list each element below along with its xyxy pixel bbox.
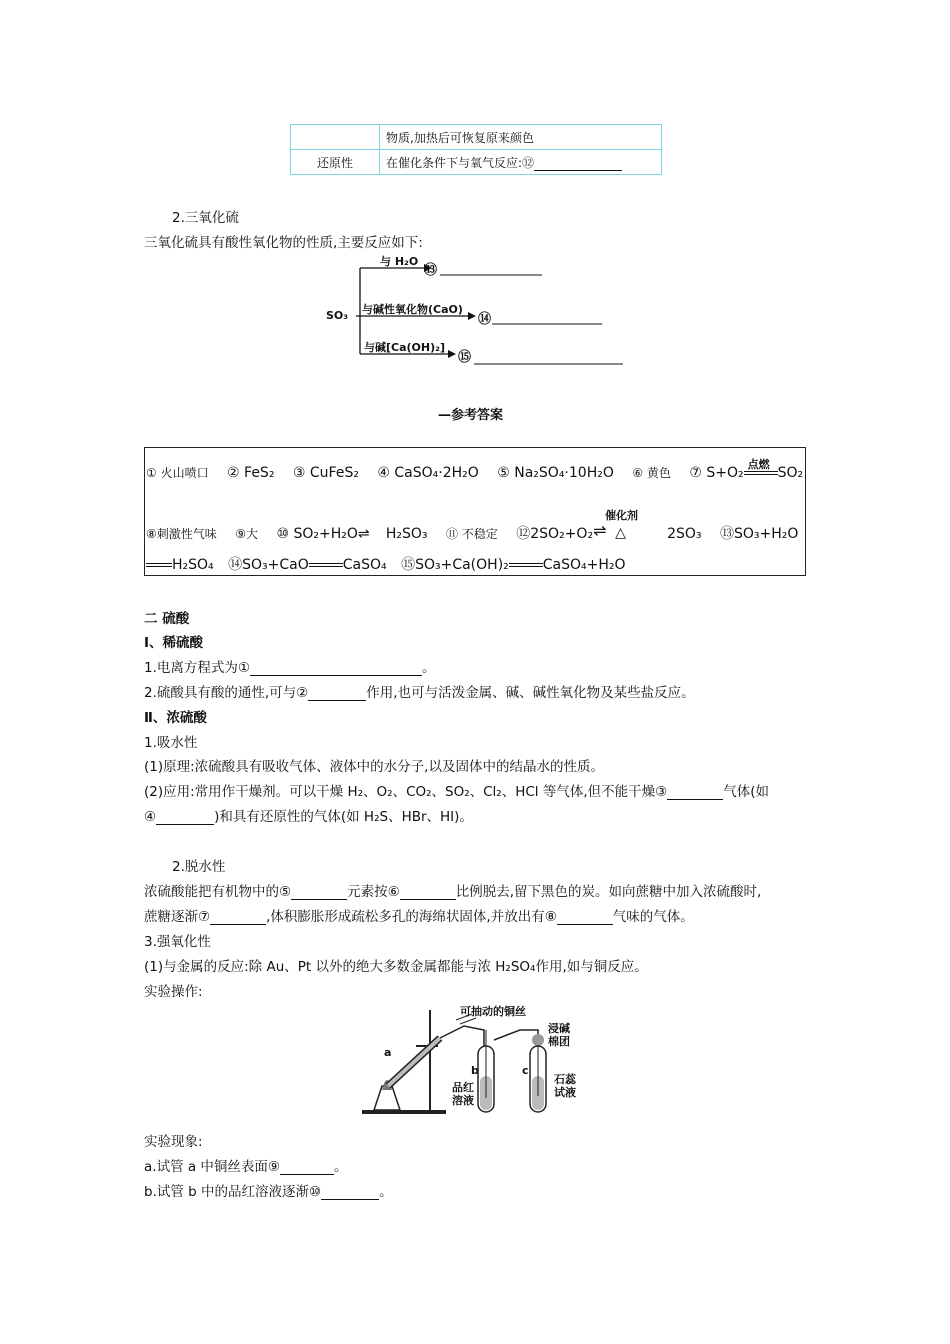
table-row bbox=[291, 125, 662, 150]
reaction-condition: 点燃 bbox=[747, 458, 770, 471]
table-cell bbox=[380, 150, 662, 175]
absorb-principle: (1)原理:浓硫酸具有吸收气体、液体中的水分子,以及固体中的结晶水的性质。 bbox=[144, 759, 604, 775]
text: 气味的气体。 bbox=[612, 909, 694, 925]
equals-sign bbox=[309, 560, 343, 570]
branch-label-basic-oxide: 与碱性氧化物(CaO) bbox=[362, 303, 463, 316]
so3-center-label: SO₃ bbox=[326, 309, 349, 322]
branch-label-water: 与 H₂O bbox=[380, 255, 419, 268]
answer-12: ⑫2SO₂+O₂ bbox=[516, 526, 594, 542]
cell-text: 在催化条件下与氧气反应:⑫ bbox=[386, 155, 535, 170]
dehydrate-line-1 bbox=[144, 880, 761, 900]
answers-title-text: 参考答案 bbox=[451, 408, 504, 423]
text: 2.硫酸具有酸的通性,可与② bbox=[144, 685, 309, 701]
label-magenta: 溶液 bbox=[452, 1094, 474, 1107]
text: 蔗糖逐渐⑦ bbox=[144, 909, 211, 925]
table-cell bbox=[291, 125, 380, 150]
table-row bbox=[291, 150, 662, 175]
text: ④ bbox=[144, 809, 157, 825]
phenomenon-a bbox=[144, 1155, 348, 1175]
answer-15: ⑮SO₃+Ca(OH)₂ bbox=[401, 557, 509, 573]
answer-14: ⑭SO₃+CaO bbox=[228, 557, 309, 573]
label-cotton: 浸碱 bbox=[548, 1022, 570, 1035]
answer-blank[interactable] bbox=[291, 885, 347, 900]
text: 浓硫酸能把有机物中的⑤ bbox=[144, 884, 292, 900]
answer-blank[interactable] bbox=[557, 910, 613, 925]
answer-line-3 bbox=[146, 554, 626, 574]
answer-1: ① 火山喷口 bbox=[146, 466, 209, 480]
answer-10: ⑩ SO₂+H₂O bbox=[276, 526, 358, 542]
text: 作用,也可与活泼金属、碱、碱性氧化物及某些盐反应。 bbox=[366, 685, 695, 701]
text: 1.电离方程式为① bbox=[144, 660, 250, 676]
so3-heading: 2.三氧化硫 bbox=[172, 210, 239, 226]
property-table bbox=[290, 124, 662, 175]
answer-blank[interactable] bbox=[210, 910, 266, 925]
label-magenta: 品红 bbox=[452, 1081, 474, 1094]
absorb-application-cont bbox=[144, 805, 473, 825]
reversible-arrow: ⇌ bbox=[357, 526, 370, 542]
text: (2)应用:常用作干燥剂。可以干燥 H₂、O₂、CO₂、SO₂、Cl₂、HCl 等气体,但不能干燥③ bbox=[144, 784, 668, 800]
answer-line-1 bbox=[146, 458, 804, 481]
dehydrate-line-2 bbox=[144, 905, 694, 925]
answer-blank[interactable] bbox=[156, 810, 214, 825]
text: 气体(如 bbox=[723, 784, 770, 800]
blank-number-15: ⑮ bbox=[458, 350, 472, 365]
reaction-condition: △ bbox=[615, 525, 626, 541]
text: b.试管 b 中的品红溶液逐渐⑩ bbox=[144, 1184, 322, 1200]
heading-dehydrate: 2.脱水性 bbox=[172, 859, 226, 875]
label-tube-a: a bbox=[384, 1046, 392, 1059]
so3-intro: 三氧化硫具有酸性氧化物的性质,主要反应如下: bbox=[144, 235, 423, 251]
oxidize-metal: (1)与金属的反应:除 Au、Pt 以外的绝大多数金属都能与浓 H₂SO₄作用,如与铜反应。 bbox=[144, 959, 648, 975]
answer-blank[interactable] bbox=[250, 661, 422, 676]
equals-sign bbox=[509, 560, 543, 570]
text: 。 bbox=[421, 660, 436, 676]
subsection-concentrated: Ⅱ、浓硫酸 bbox=[144, 710, 207, 726]
text: ,体积膨胀形成疏松多孔的海绵状固体,并放出有⑧ bbox=[266, 909, 557, 925]
label-tube-c: c bbox=[522, 1064, 529, 1077]
equals-sign bbox=[744, 458, 778, 478]
answer-13-product: H₂SO₄ bbox=[172, 557, 214, 573]
answer-12-product: 2SO₃ bbox=[667, 526, 702, 542]
text: 比例脱去,留下黑色的炭。如向蔗糖中加入浓硫酸时, bbox=[455, 884, 762, 900]
absorb-application bbox=[144, 780, 769, 800]
title-dash: — bbox=[438, 408, 451, 423]
experiment-operation-label: 实验操作: bbox=[144, 984, 203, 1000]
arrow-glyph: ⇌ bbox=[593, 521, 605, 540]
heading-oxidize: 3.强氧化性 bbox=[144, 934, 211, 950]
subsection-dilute: Ⅰ、稀硫酸 bbox=[144, 635, 204, 651]
answer-2: ② FeS₂ bbox=[227, 465, 275, 481]
phenomenon-b bbox=[144, 1180, 393, 1200]
answer-7-product: SO₂ bbox=[777, 465, 804, 481]
answer-line-2 bbox=[146, 509, 799, 543]
answer-blank[interactable] bbox=[308, 686, 366, 701]
answer-10-product: H₂SO₃ bbox=[385, 526, 428, 542]
answer-8: ⑧刺激性气味 bbox=[146, 527, 217, 541]
label-copper-wire: 可抽动的铜丝 bbox=[460, 1005, 526, 1018]
answer-blank[interactable] bbox=[667, 785, 723, 800]
section-title: 二 硫酸 bbox=[144, 611, 190, 627]
answer-13: ⑬SO₃+H₂O bbox=[719, 526, 799, 542]
label-cotton: 棉团 bbox=[548, 1035, 570, 1048]
answer-7: ⑦ S+O₂ bbox=[689, 465, 744, 481]
answer-blank[interactable] bbox=[321, 1185, 379, 1200]
answer-15-product: CaSO₄+H₂O bbox=[542, 557, 626, 573]
equals-sign bbox=[146, 560, 172, 570]
branch-label-base: 与碱[Ca(OH)₂] bbox=[364, 341, 445, 354]
answer-5: ⑤ Na₂SO₄·10H₂O bbox=[497, 465, 614, 481]
answer-9: ⑨大 bbox=[235, 527, 258, 541]
reaction-condition: 催化剂 bbox=[605, 509, 639, 522]
answers-title bbox=[438, 404, 503, 423]
text: )和具有还原性的气体(如 H₂S、HBr、HI)。 bbox=[214, 809, 473, 825]
label-litmus: 石蕊 bbox=[554, 1073, 576, 1086]
text: 元素按⑥ bbox=[347, 884, 400, 900]
answer-blank[interactable] bbox=[280, 1160, 334, 1175]
answer-11: ⑪ 不稳定 bbox=[445, 527, 498, 541]
experiment-phenomenon-label: 实验现象: bbox=[144, 1134, 203, 1150]
answer-3: ③ CuFeS₂ bbox=[292, 465, 359, 481]
table-cell: 物质,加热后可恢复原来颜色 bbox=[380, 125, 662, 150]
text: a.试管 a 中铜丝表面⑨ bbox=[144, 1159, 281, 1175]
label-tube-b: b bbox=[471, 1064, 479, 1077]
reversible-arrow bbox=[593, 509, 653, 541]
table-cell: 还原性 bbox=[291, 150, 380, 175]
answer-blank[interactable] bbox=[400, 885, 456, 900]
blank-number-14: ⑭ bbox=[478, 312, 492, 327]
answer-4: ④ CaSO₄·2H₂O bbox=[377, 465, 479, 481]
answer-6: ⑥ 黄色 bbox=[632, 466, 671, 480]
text: 。 bbox=[334, 1159, 348, 1175]
dilute-line-1 bbox=[144, 656, 435, 676]
text: 。 bbox=[379, 1184, 393, 1200]
answer-14-product: CaSO₄ bbox=[342, 557, 387, 573]
blank-number-13: ⑬ bbox=[424, 263, 438, 278]
dilute-line-2 bbox=[144, 681, 695, 701]
heading-absorb: 1.吸水性 bbox=[144, 735, 198, 751]
label-litmus: 试液 bbox=[554, 1086, 576, 1099]
answer-blank[interactable] bbox=[534, 156, 622, 171]
